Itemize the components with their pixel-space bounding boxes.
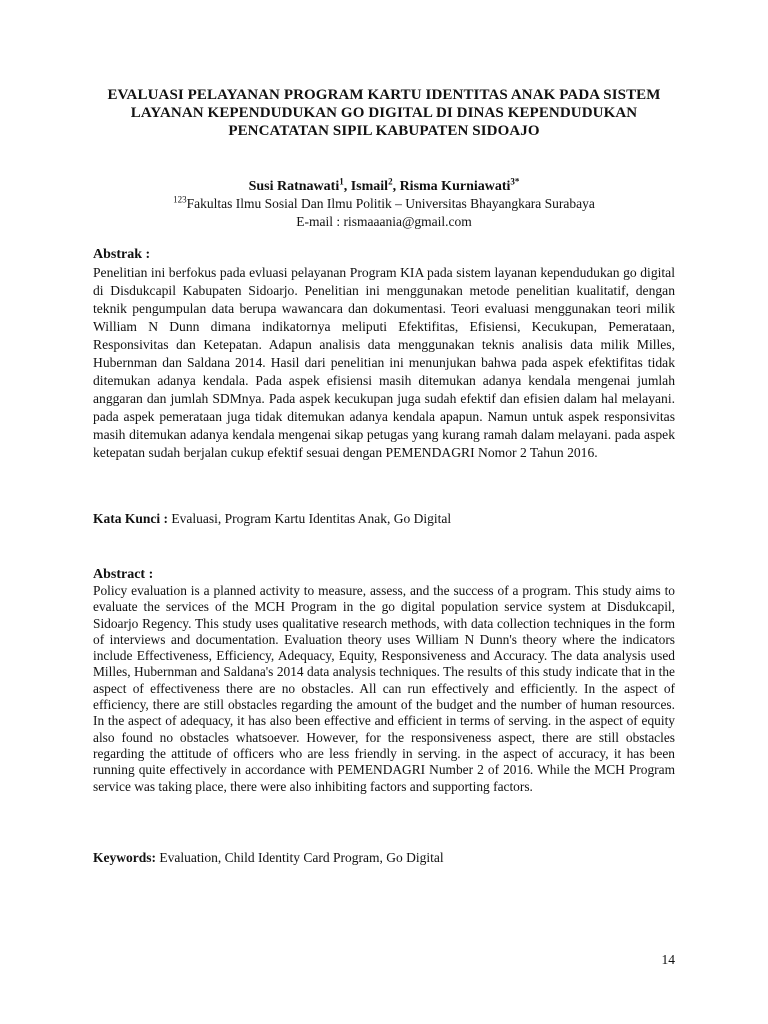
author-separator: ,	[392, 179, 400, 194]
title-line-2: LAYANAN KEPENDUDUKAN GO DIGITAL DI DINAS KEPENDUDUKAN	[130, 105, 638, 121]
keywords	[93, 849, 675, 867]
paper-title	[80, 86, 688, 140]
author-separator: ,	[343, 179, 351, 194]
affiliation-sup: 123	[173, 194, 187, 205]
abstract-body: Policy evaluation is a planned activity to measure, assess, and the success of a program. This study aims to evaluate the services of the MCH Program in the go digital population service system at Disdukcapil, Sidoarjo Regency. This study uses qualitative research methods, with data collection techniques in the form of interviews and documentation. Evaluation theory uses William N Dunn's theory where the indicators include Effectiveness, Efficiency, Adequacy, Equity, Responsiveness and Accuracy. The data analysis used Milles, Hubernman and Saldana's 2014 data analysis techniques. The results of this study indicate that in the aspect of effectiveness there are no obstacles. All can run effectively and efficiently. In the aspect of efficiency, there are still obstacles regarding the amount of the budget and the number of human resources. In the aspect of adequacy, it has also been effective and efficient in terms of serving. in the aspect of equity also found no obstacles whatsoever. However, for the responsiveness aspect, there are still obstacles regarding the attitude of officers who are less friendly in serving. in the aspect of accuracy, it has been running quite effectively in accordance with PEMENDAGRI Number 2 of 2016. While the MCH Program service was taking place, there were also inhibiting factors and supporting factors.	[93, 583, 675, 794]
affiliation-text: Fakultas Ilmu Sosial Dan Ilmu Politik – Universitas Bhayangkara Surabaya	[186, 196, 595, 211]
author-list	[80, 178, 688, 196]
author-2-sup: 2	[388, 176, 393, 187]
author-1-sup: 1	[339, 176, 344, 187]
page-number: 14	[661, 952, 675, 967]
title-line-1: EVALUASI PELAYANAN PROGRAM KARTU IDENTITAS ANAK PADA SISTEM	[107, 87, 661, 103]
kata-kunci	[93, 510, 675, 528]
author-1: Susi Ratnawati	[248, 179, 340, 194]
author-email: E-mail : rismaaania@gmail.com	[296, 214, 472, 229]
author-2: Ismail	[350, 179, 389, 194]
keywords-text: Evaluation, Child Identity Card Program, Go Digital	[156, 850, 444, 865]
keywords-label: Keywords:	[93, 850, 156, 865]
abstrak-body: Penelitian ini berfokus pada evluasi pelayanan Program KIA pada sistem layanan kependudukan go digital di Disdukcapil Kabupaten Sidoarjo. Penelitian ini menggunakan metode penelitian kualitatif, dengan teknik pengumpulan data berupa wawancara dan dokumentasi. Teori evaluasi menggunakan teori milik William N Dunn dimana indikatornya meliputi Efektifitas, Efisiensi, Kecukupan, Pemerataan, Responsivitas dan Ketepatan. Adapun analisis data menggunakan teknis analisis data milik Milles, Hubernman dan Saldana 2014. Hasil dari penelitian ini menunjukan bahwa pada aspek efektifitas tidak ditemukan adanya kendala. Pada aspek efisiensi masih ditemukan adanya kendala mengenai jumlah anggaran dan jumlah SDMnya. Pada aspek kecukupan juga sudah efektif dan efisien dalam hal melayani. pada aspek pemerataan juga tidak ditemukan adanya kendala apapun. Namun untuk aspek responsivitas masih ditemukan adanya kendala mengenai sikap petugas yang kurang ramah dalam melayani. pada aspek ketepatan sudah berjalan cukup efektif sesuai dengan PEMENDAGRI Nomor 2 Tahun 2016.	[93, 265, 675, 460]
kata-kunci-label: Kata Kunci :	[93, 511, 169, 526]
author-3: Risma Kurniawati	[399, 179, 511, 194]
abstract-heading: Abstract :	[93, 567, 154, 582]
abstrak-heading: Abstrak :	[93, 247, 151, 262]
kata-kunci-text: Evaluasi, Program Kartu Identitas Anak, Go Digital	[168, 511, 452, 526]
title-line-3: PENCATATAN SIPIL KABUPATEN SIDOAJO	[228, 123, 540, 139]
affiliation	[80, 195, 688, 213]
author-3-sup: 3*	[510, 176, 520, 187]
